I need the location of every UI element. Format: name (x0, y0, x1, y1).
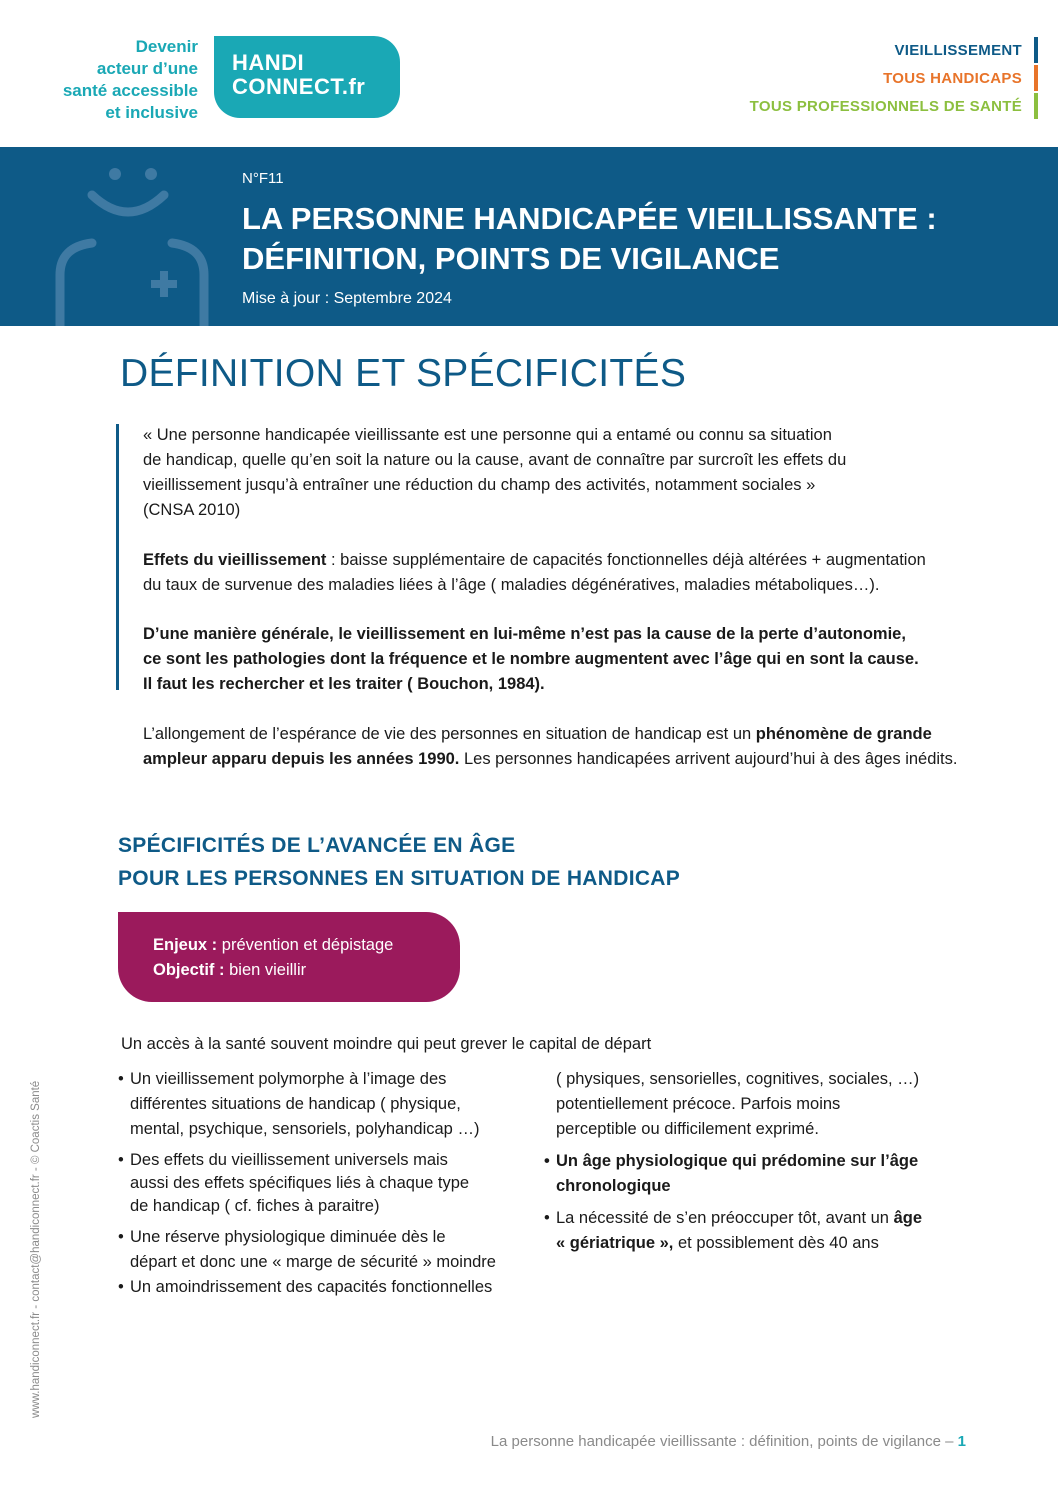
right-bullet-list (544, 1067, 922, 1256)
lifespan-bold: phénomène de grande (755, 725, 932, 743)
list-item-text: La nécessité de s’en préoccuper tôt, avant un (556, 1209, 894, 1227)
list-item-line: ( physiques, sensorielles, cognitives, sociales, …) (556, 1070, 920, 1088)
list-item-line: perceptible ou difficilement exprimé. (556, 1120, 819, 1138)
list-item-line: chronologique (556, 1177, 671, 1195)
list-item-bold: âge (893, 1209, 922, 1227)
quote-bar (116, 424, 119, 690)
objectif-value: bien vieillir (224, 961, 307, 979)
left-bullet-list (118, 1067, 496, 1300)
effects-text: du taux de survenue des maladies liées à l’âge ( maladies dégénératives, maladies métaboliques…). (143, 576, 880, 594)
tagline-line: acteur d’une (96, 59, 198, 78)
tag-label: TOUS HANDICAPS (883, 69, 1022, 87)
effects-label: Effets du vieillissement (143, 551, 327, 569)
logo-tagline (30, 36, 198, 124)
list-item-line: aussi des effets spécifiques liés à chaque type (130, 1174, 470, 1192)
list-item (118, 1067, 496, 1142)
page-number: 1 (957, 1433, 966, 1450)
quote-line: de handicap, quelle qu’en soit la nature ou la cause, avant de connaître par surcroît les effets du (143, 451, 847, 469)
tag-color-bar (1034, 37, 1038, 63)
statement-line: Il faut les rechercher et les traiter ( Bouchon, 1984). (143, 675, 545, 693)
list-item-line: différentes situations de handicap ( physique, (130, 1095, 461, 1113)
tag-label: TOUS PROFESSIONNELS DE SANTÉ (749, 97, 1022, 115)
list-item-line: • Un vieillissement polymorphe à l’image des (130, 1070, 447, 1088)
enjeux-label: Enjeux : (153, 936, 218, 954)
title-banner (0, 147, 1058, 326)
list-item (544, 1206, 922, 1256)
title-line: DÉFINITION, POINTS DE VIGILANCE (242, 241, 780, 276)
enjeux-objectif-box (118, 912, 460, 1002)
effects-text: : baisse supplémentaire de capacités fonctionnelles déjà altérées + augmentation (326, 551, 926, 569)
tag-tous-handicaps (750, 64, 1038, 92)
category-tags (750, 36, 1038, 120)
quote-line: « Une personne handicapée vieillissante est une personne qui a entamé ou connu sa situation (143, 426, 832, 444)
definition-quote (143, 423, 846, 523)
list-item-line: de handicap ( cf. fiches à paraitre) (130, 1197, 380, 1215)
list-item (544, 1149, 922, 1199)
tag-vieillissement (750, 36, 1038, 64)
handiconnect-logo (214, 36, 400, 118)
list-item-text: et possiblement dès 40 ans (673, 1234, 879, 1252)
list-item (118, 1149, 496, 1218)
tag-color-bar (1034, 65, 1038, 91)
page-footer (491, 1433, 966, 1450)
tag-label: VIEILLISSEMENT (894, 41, 1022, 59)
list-item-continuation (544, 1067, 922, 1142)
side-credits: www.handiconnect.fr - contact@handiconnect.fr - © Coactis Santé (30, 1080, 42, 1418)
footer-text: La personne handicapée vieillissante : définition, points de vigilance – (490, 1433, 958, 1450)
list-item (118, 1275, 496, 1300)
tagline-line: Devenir (135, 37, 198, 56)
list-item-line: départ et donc une « marge de sécurité » moindre (130, 1253, 496, 1271)
quote-line: vieillissement jusqu’à entraîner une réduction du champ des activités, notamment sociales » (143, 476, 816, 494)
enjeux-value: prévention et dépistage (217, 936, 394, 954)
list-item-line: • Une réserve physiologique diminuée dès le (130, 1228, 446, 1246)
list-item-line: potentiellement précoce. Parfois moins (556, 1095, 841, 1113)
objectif-label: Objectif : (153, 961, 225, 979)
logo-line: CONNECT.fr (232, 74, 366, 99)
list-item-line: • Des effets du vieillissement universels mais (130, 1151, 448, 1169)
list-item (118, 1225, 496, 1275)
lifespan-paragraph (143, 722, 957, 772)
logo-line: HANDI (232, 50, 305, 75)
tag-tous-professionnels (750, 92, 1038, 120)
statement-line: D’une manière générale, le vieillissement en lui-même n’est pas la cause de la perte d’autonomie, (143, 625, 906, 643)
subsection-heading (118, 829, 680, 895)
title-line: LA PERSONNE HANDICAPÉE VIEILLISSANTE : (242, 201, 937, 236)
list-item-line: • Un âge physiologique qui prédomine sur l’âge (556, 1152, 919, 1170)
update-date: Mise à jour : Septembre 2024 (242, 290, 452, 307)
tag-color-bar (1034, 93, 1038, 119)
tagline-line: et inclusive (105, 103, 198, 122)
list-item-bold: « gériatrique », (556, 1234, 674, 1252)
section-title: DÉFINITION ET SPÉCIFICITÉS (120, 352, 687, 395)
quote-line: (CNSA 2010) (143, 501, 241, 519)
doctor-icon (0, 147, 230, 326)
intro-text: Un accès à la santé souvent moindre qui peut grever le capital de départ (121, 1035, 652, 1053)
list-item-line: mental, psychique, sensoriels, polyhandicap …) (130, 1120, 480, 1138)
page-title (242, 199, 937, 279)
tagline-line: santé accessible (62, 81, 198, 100)
general-statement (143, 622, 919, 697)
subhead-line: POUR LES PERSONNES EN SITUATION DE HANDICAP (118, 867, 681, 890)
effects-paragraph (143, 548, 926, 598)
lifespan-text: Les personnes handicapées arrivent aujourd’hui à des âges inédits. (459, 750, 958, 768)
lifespan-text: L’allongement de l’espérance de vie des personnes en situation de handicap est un (143, 725, 756, 743)
subhead-line: SPÉCIFICITÉS DE L’AVANCÉE EN ÂGE (118, 834, 516, 857)
list-item-line: • Un amoindrissement des capacités fonctionnelles (130, 1278, 493, 1296)
fiche-number: N°F11 (242, 170, 284, 187)
statement-line: ce sont les pathologies dont la fréquence et le nombre augmentent avec l’âge qui en sont la cause. (143, 650, 919, 668)
lifespan-bold: ampleur apparu depuis les années 1990. (143, 750, 460, 768)
